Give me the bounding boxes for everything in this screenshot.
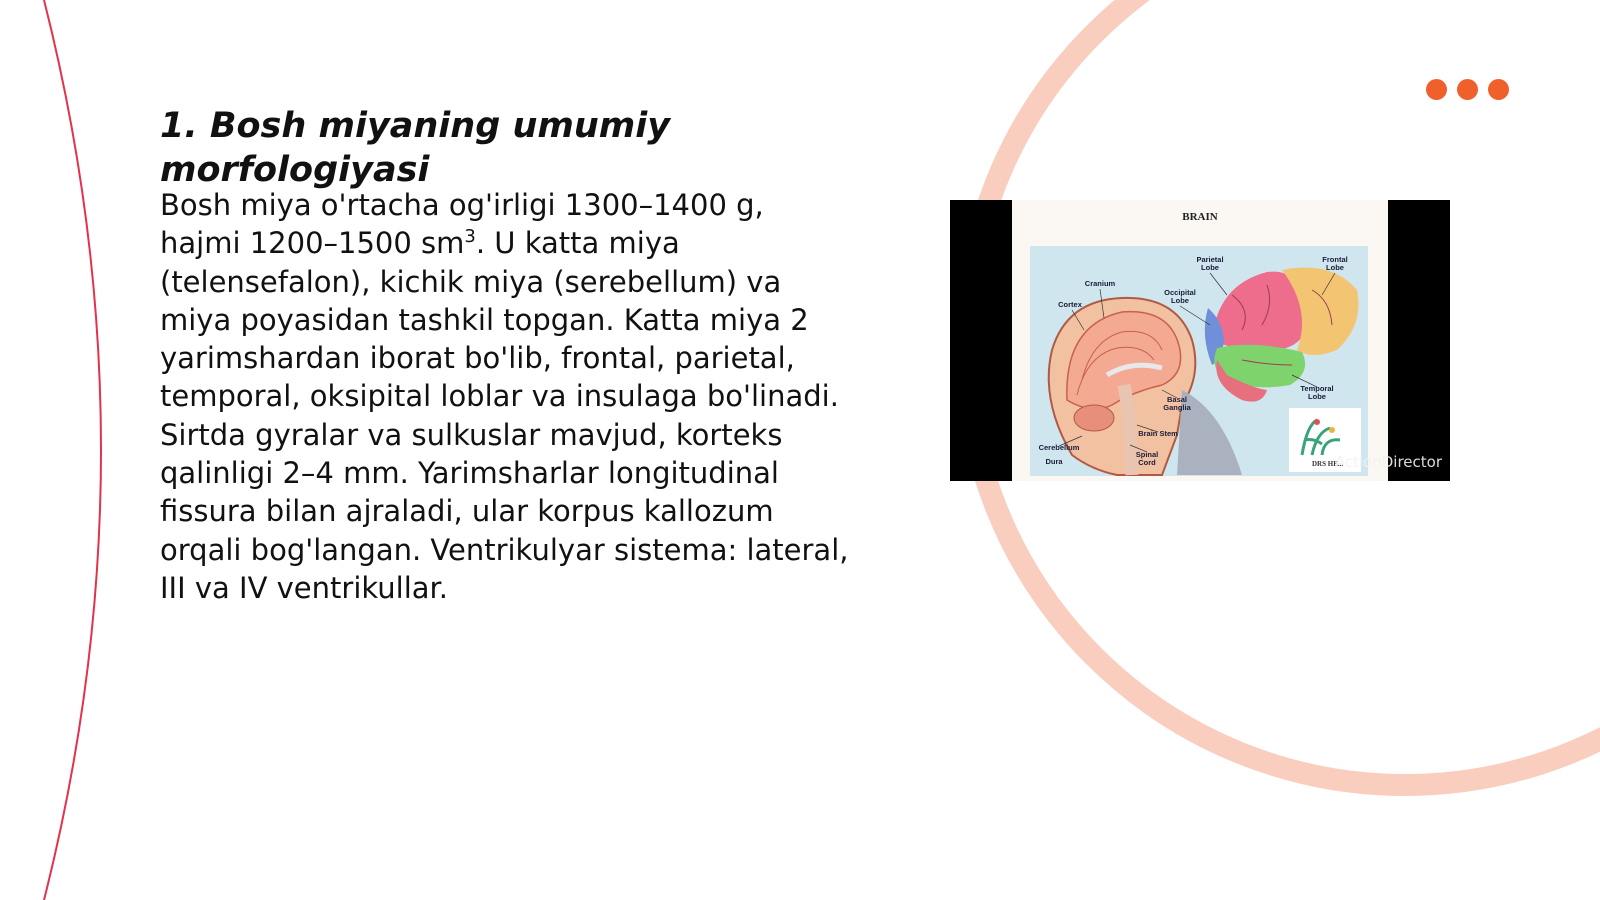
body-text-superscript: 3 [464,226,476,248]
svg-text:Cerebellum: Cerebellum [1038,443,1080,452]
svg-text:Basal: Basal [1166,395,1188,404]
dot-3 [1488,79,1509,100]
svg-text:Spinal: Spinal [1135,450,1159,459]
svg-text:Parietal: Parietal [1196,255,1224,264]
dot-2 [1457,79,1478,100]
slide-title: 1. Bosh miyaning umumiy morfologiyasi [160,106,671,190]
svg-text:Cortex: Cortex [1058,300,1082,309]
svg-text:Lobe: Lobe [1171,296,1189,305]
watermark-text: ActionDirector [1334,453,1442,471]
svg-text:Lobe: Lobe [1308,392,1326,401]
svg-text:Temporal: Temporal [1300,384,1334,393]
svg-text:Brain Stem: Brain Stem [1138,429,1178,438]
image-heading: BRAIN [1182,211,1218,223]
svg-text:DRS HE...: DRS HE... [1312,460,1344,468]
brain-illustration [1012,200,1388,481]
brain-video-frame[interactable] [950,200,1450,481]
svg-text:Lobe: Lobe [1326,263,1344,272]
svg-text:Frontal: Frontal [1322,255,1348,264]
svg-text:Occipital: Occipital [1164,288,1196,297]
left-red-arc [44,0,101,900]
dots-decoration [1426,79,1512,101]
body-text-part2: . U katta miya (telensefalon), kichik miya (serebellum) va miya poyasidan tashkil topgan. Katta miya 2 yarimshardan iborat bo'lib, frontal, parietal, temporal, oksipital loblar va insulaga bo'linadi. Sirtda gyralar va sulkuslar mavjud, korteks qalinligi 2–4 mm. Yarimsharlar longitudinal fissura bilan ajraladi, ular korpus kallozum orqali bog'langan. Ventrikulyar sistema: lateral, III va IV ventrikullar. [160,226,849,605]
body-text-part1: Bosh miya o'rtacha og'irligi 1300–1400 g, hajmi 1200–1500 sm [160,188,764,261]
dot-1 [1426,79,1447,100]
slide-body-text [160,186,850,607]
svg-text:Cord: Cord [1138,458,1156,467]
svg-text:Lobe: Lobe [1201,263,1219,272]
svg-text:Dura: Dura [1045,457,1063,466]
svg-text:Ganglia: Ganglia [1163,403,1191,412]
brain-diagram [1012,200,1388,481]
svg-text:Cranium: Cranium [1084,279,1116,288]
